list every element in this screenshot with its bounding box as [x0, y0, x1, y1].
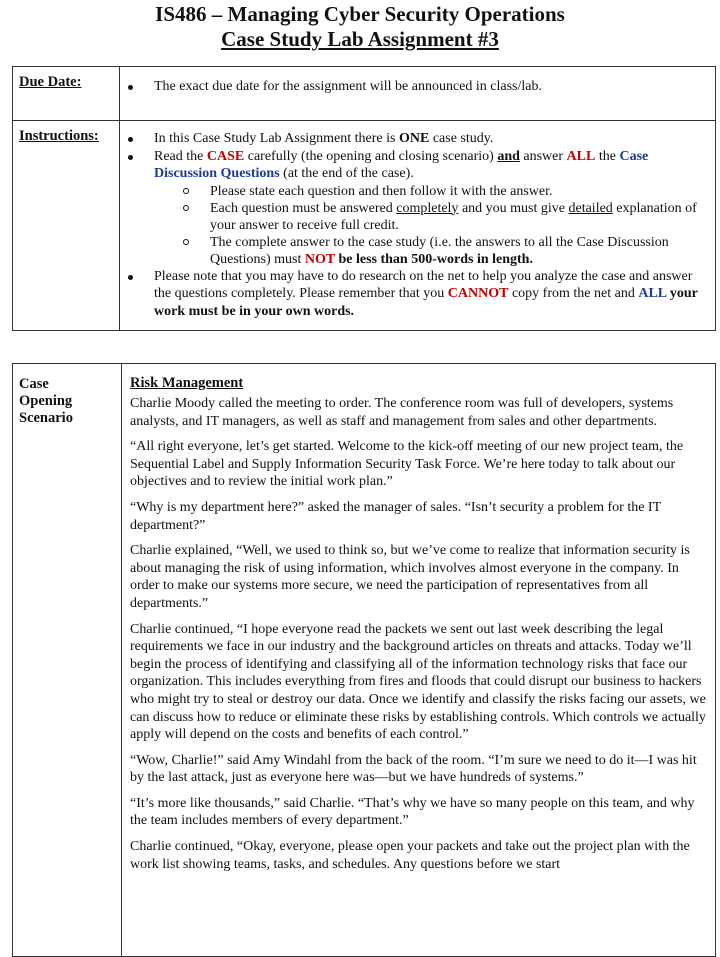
case-heading: Risk Management: [130, 375, 244, 391]
due-date-bullet: The exact due date for the assignment will be announced in class/lab.: [120, 78, 715, 96]
instruction-sub-1: Please state each question and then follow it with the answer.: [120, 183, 715, 200]
case-paragraph: “Wow, Charlie!” said Amy Windahl from the back of the room. “I’m sure we need to do it—I was hit by the last attack, just as everyone here was—but we have hundreds of systems.”: [130, 752, 697, 786]
instructions-cell: [120, 121, 716, 331]
circle-bullet-icon: [183, 239, 189, 245]
circle-bullet-icon: [183, 205, 189, 211]
case-label: Case Opening Scenario: [13, 364, 122, 957]
instructions-row: [13, 121, 716, 331]
case-paragraph: Charlie continued, “Okay, everyone, please open your packets and take out the project plan with the work list showing teams, tasks, and schedules. Any questions before we start: [130, 839, 690, 872]
instruction-sub-2: Each question must be answered completely and you must give detailed explanation of your answer to receive full credit.: [120, 200, 715, 234]
document-subtitle: Case Study Lab Assignment #3: [221, 27, 499, 51]
instructions-table: [12, 66, 716, 331]
bullet-icon: [128, 137, 133, 142]
document-title: IS486 – Managing Cyber Security Operations: [155, 2, 565, 26]
instruction-bullet-3: Please note that you may have to do research on the net to help you analyze the case and answer the questions completely. Please remember that you CANNOT copy from the net and ALL your work must be in your own words.: [120, 268, 715, 321]
instruction-sub-3: The complete answer to the case study (i.e. the answers to all the Case Discussion Questions) must NOT be less than 500-words in length.: [120, 234, 715, 268]
bullet-icon: [128, 275, 133, 280]
case-table: [12, 363, 716, 957]
case-body: [122, 364, 716, 957]
case-paragraph: “Why is my department here?” asked the manager of sales. “Isn’t security a problem for the IT department?”: [130, 499, 661, 533]
circle-bullet-icon: [183, 188, 189, 194]
case-paragraph: Charlie explained, “Well, we used to think so, but we’ve come to realize that information security is about managing the risk of using information, which involves almost everyone in the company. In order to make our systems more secure, we need the participation of representatives from all departments.”: [130, 543, 690, 611]
bullet-icon: [128, 85, 133, 90]
instruction-bullet-2: Read the CASE carefully (the opening and closing scenario) and answer ALL the Case Discussion Questions (at the end of the case).: [120, 148, 715, 183]
case-paragraph: “All right everyone, let’s get started. Welcome to the kick-off meeting of our new project team, the Sequential Label and Supply Information Security Task Force. We’re here today to talk about our objectives and to review the initial work plan.”: [130, 439, 684, 490]
case-paragraph: “It’s more like thousands,” said Charlie. “That’s why we have so many people on this team, and why the team includes members of every department.”: [130, 795, 695, 829]
instructions-label: Instructions:: [13, 121, 120, 331]
due-date-cell: [120, 67, 716, 121]
case-paragraph: Charlie continued, “I hope everyone read the packets we sent out last week describing the legal requirements we face in our industry and the background articles on threats and attacks. Today we’ll begin the process of identifying and classifying all of the information technology risks that face our organization. This includes everything from fires and floods that could disrupt our business to hackers who might try to steal or destroy our data. Once we identify and classify the risks facing our assets, we can discuss how to reduce or eliminate these risks by establishing controls. Which controls we actually apply will depend on the costs and benefits of each control.”: [130, 621, 706, 743]
case-paragraph: Charlie Moody called the meeting to order. The conference room was full of developers, systems analysts, and IT managers, as well as staff and management from sales and other departments.: [130, 396, 674, 429]
instruction-bullet-1: In this Case Study Lab Assignment there is ONE case study.: [120, 130, 715, 148]
bullet-icon: [128, 155, 133, 160]
case-row: [13, 364, 716, 957]
due-date-label: Due Date:: [13, 67, 120, 121]
due-date-row: [13, 67, 716, 121]
